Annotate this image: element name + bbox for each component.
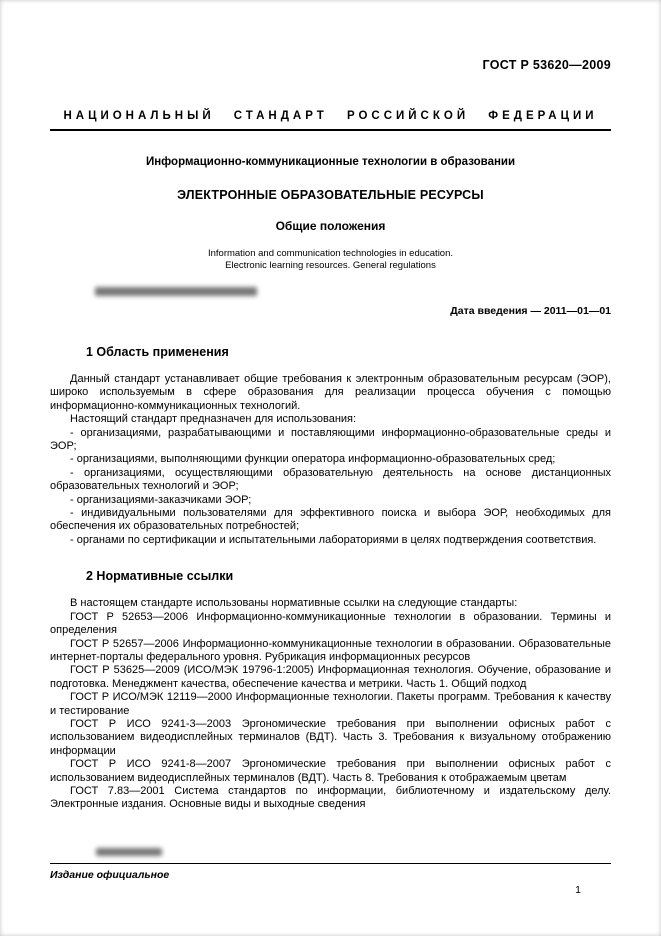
page-number: 1 <box>575 884 581 896</box>
standard-reference: ГОСТ Р 52653—2006 Информационно-коммуникационные технологии в образовании. Термины и определения <box>50 610 611 637</box>
doc-code: ГОСТ Р 53620—2009 <box>482 58 611 72</box>
list-item: - организациями, разрабатывающими и поставляющими информационно-образовательные среды и ЭОР; <box>50 426 611 453</box>
standard-reference: ГОСТ Р ИСО 9241-3—2003 Эргономические требования при выполнении офисных работ с использованием видеодисплейных терминалов (ВДТ). Часть 3. Требования к визуальному отображению информации <box>50 717 611 757</box>
introduction-date: Дата введения — 2011—01—01 <box>450 305 611 317</box>
title-sub-ru: Общие положения <box>275 219 386 233</box>
paragraph: В настоящем стандарте использованы нормативные ссылки на следующие стандарты: <box>70 597 518 610</box>
header-rule <box>50 129 611 131</box>
paragraph: Данный стандарт устанавливает общие требования к электронным образовательным ресурсам (ЭОР), широко используемым в сфере образования для реализации процесса обучения с помощью информационно-коммуникационных технологий. <box>50 373 611 412</box>
list-item: - органами по сертификации и испытательными лабораториями в целях подтверждения соответствия. <box>70 533 597 546</box>
national-standard-heading: НАЦИОНАЛЬНЫЙ СТАНДАРТ РОССИЙСКОЙ ФЕДЕРАЦИИ <box>63 110 598 122</box>
section-2-body <box>50 597 611 812</box>
standard-reference: ГОСТ Р ИСО 9241-8—2007 Эргономические требования при выполнении офисных работ с использованием видеодисплейных терминалов (ВДТ). Часть 8. Требования к отображаемым цветам <box>50 758 611 784</box>
section-1-heading: 1 Область применения <box>86 345 229 359</box>
footer-rule <box>50 863 611 864</box>
list-item: - организациями, выполняющими функции оператора информационно-образовательных сред; <box>70 453 556 466</box>
edition-note: Издание официальное <box>50 869 170 881</box>
list-item: - индивидуальными пользователями для эффективного поиска и выбора ЭОР, необходимых для обеспечения их образовательных потребностей; <box>50 507 611 533</box>
redacted-text-bar <box>95 287 257 296</box>
section-1-body <box>50 373 611 547</box>
list-item: - организациями-заказчиками ЭОР; <box>70 493 252 506</box>
list-item: - организациями, осуществляющими образовательную деятельность на основе дистанционных образовательных технологий и ЭОР; <box>50 466 611 493</box>
section-2-heading: 2 Нормативные ссылки <box>86 569 234 584</box>
standard-reference: ГОСТ Р 52657—2006 Информационно-коммуникационные технологии в образовании. Образовательные интернет-порталы федерального уровня. Рубрикация информационных ресурсов <box>50 637 611 663</box>
standard-reference: ГОСТ Р ИСО/МЭК 12119—2000 Информационные технологии. Пакеты программ. Требования к качеству и тестирование <box>50 691 611 717</box>
standard-reference: ГОСТ Р 53625—2009 (ИСО/МЭК 19796-1:2005) Информационная технология. Обучение, образование и подготовка. Менеджмент качества, обеспечение качества и метрики. Часть 1. Общий подход <box>50 664 611 690</box>
standard-reference: ГОСТ 7.83—2001 Система стандартов по информации, библиотечному и издательскому делу. Электронные издания. Основные виды и выходные сведения <box>50 784 611 811</box>
title-subject-en: Information and communication technologies in education. <box>207 248 454 259</box>
redacted-text-bar-footer <box>96 848 162 856</box>
title-subject-ru: Информационно-коммуникационные технологии в образовании <box>145 156 516 168</box>
title-sub-en: Electronic learning resources. General regulations <box>225 260 436 271</box>
title-main-ru: ЭЛЕКТРОННЫЕ ОБРАЗОВАТЕЛЬНЫЕ РЕСУРСЫ <box>177 188 484 202</box>
paragraph: Настоящий стандарт предназначен для использования: <box>70 413 357 426</box>
